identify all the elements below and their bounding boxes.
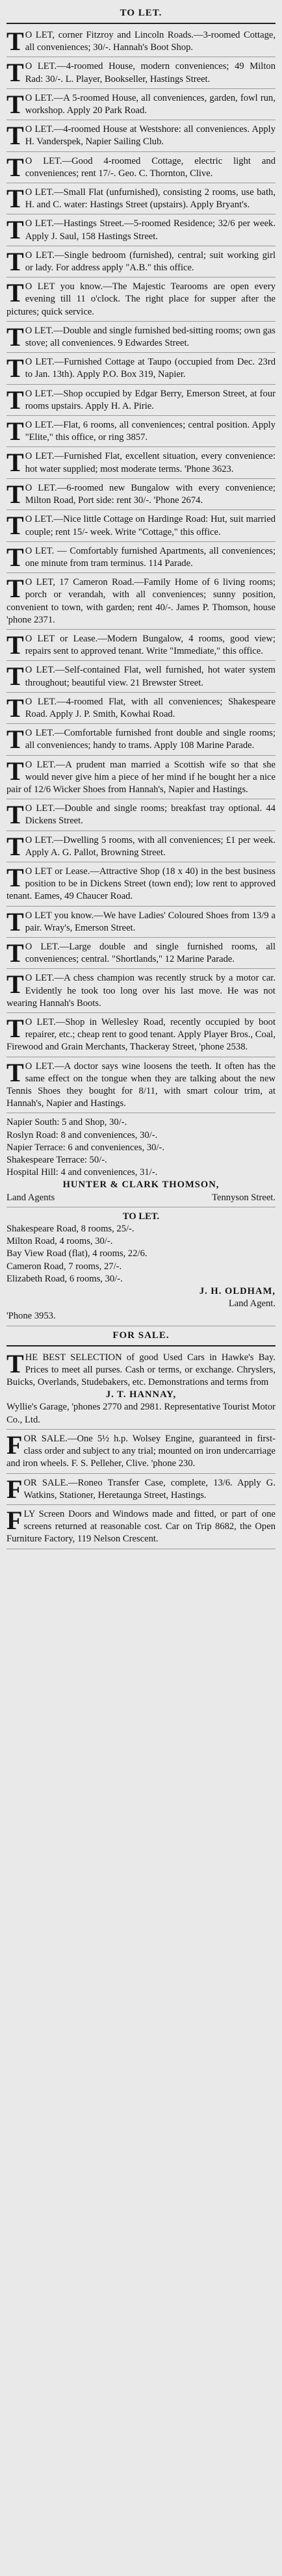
agent-role: Land Agents bbox=[6, 1192, 55, 1203]
classified-ad: TO LET. — Comfortably furnished Apartments, all conveniences; one minute from tram terminus. 114 Parade. bbox=[6, 544, 276, 573]
classified-ad: FLY Screen Doors and Windows made and fitted, or part of one screens returned at reasonable cost. Car on Trip 8682, the Open Furniture Factory, 119 Nelson Crescent. bbox=[6, 1507, 276, 1549]
hannay-footer: Wyllie's Garage, 'phones 2770 and 2981. Representative Tourist Motor Co., Ltd. bbox=[6, 1402, 276, 1425]
listing-line: Shakespeare Terrace: 50/-. bbox=[6, 1155, 107, 1166]
classified-ad: TO LET.—Double and single rooms; breakfast tray optional. 44 Dickens Street. bbox=[6, 801, 276, 831]
classified-ad: TO LET.—A prudent man married a Scottish wife so that she would never give him a piece of her mind if he bought her a nice pair of 12/6 Wicker Shoes from Hannah's, Napier and Hastings. bbox=[6, 758, 276, 800]
agent-line bbox=[6, 1192, 276, 1204]
classified-ad: TO LET.—A 5-roomed House, all conveniences, garden, fowl run, workshop. Apply 20 Park Road. bbox=[6, 91, 276, 120]
classified-ad: TO LET you know.—We have Ladies' Coloured Shoes from 13/9 a pair. Wray's, Emerson Street. bbox=[6, 908, 276, 938]
classified-ad: TO LET.—A chess champion was recently struck by a motor car. Evidently he took too long over his last move. He was not wearing Hannah's Boots. bbox=[6, 971, 276, 1013]
classified-ad: TO LET.—4-roomed House at Westshore: all conveniences. Apply H. Vanderspek, Napier Sailing Club. bbox=[6, 122, 276, 151]
hannay-ad bbox=[6, 1350, 276, 1430]
oldham-listing bbox=[6, 1209, 276, 1326]
classified-ad: TO LET.—Shop occupied by Edgar Berry, Emerson Street, at four rooms upstairs. Apply H. A. Pirie. bbox=[6, 387, 276, 416]
classified-ad: TO LET.—Small Flat (unfurnished), consisting 2 rooms, use bath, H. and C. water: Hastings Street (upstairs). Apply Bryant's. bbox=[6, 185, 276, 214]
listing-line: Elizabeth Road, 6 rooms, 30/-. bbox=[6, 1273, 123, 1284]
classified-ad: FOR SALE.—Roneo Transfer Case, complete, 13/6. Apply G. Watkins, Stationer, Heretaunga Street, Hastings. bbox=[6, 1476, 276, 1505]
agent-role: Land Agent. bbox=[228, 1298, 276, 1309]
agent-address: Tennyson Street. bbox=[212, 1192, 276, 1203]
hunter-clark-listing bbox=[6, 1115, 276, 1207]
agent-phone: 'Phone 3953. bbox=[6, 1311, 56, 1322]
listing-line: Napier South: 5 and Shop, 30/-. bbox=[6, 1117, 127, 1128]
classified-ad: TO LET.—Large double and single furnished rooms, all conveniences; central. "Shortlands," 12 Marine Parade. bbox=[6, 940, 276, 969]
classified-ad: TO LET.—Furnished Flat, excellent situation, every convenience: hot water supplied; most moderate terms. 'Phone 3623. bbox=[6, 449, 276, 478]
listing-line: Milton Road, 4 rooms, 30/-. bbox=[6, 1236, 113, 1247]
listing-line: Cameron Road, 7 rooms, 27/-. bbox=[6, 1261, 122, 1272]
listing-line: Roslyn Road: 8 and conveniences, 30/-. bbox=[6, 1129, 158, 1140]
classified-ad: TO LET.—Double and single furnished bed-sitting rooms; own gas stove; all conveniences. 9 Edwardes Street. bbox=[6, 324, 276, 353]
classified-ad: TO LET or Lease.—Modern Bungalow, 4 rooms, good view; repairs sent to approved tenant. Write "Immediate," this office. bbox=[6, 632, 276, 661]
classified-ad: TO LET.—Nice little Cottage on Hardinge Road: Hut, suit married couple; rent 15/- week. Write "Cottage," this office. bbox=[6, 512, 276, 541]
classified-ad: TO LET.—Single bedroom (furnished), central; suit working girl or lady. For address apply "A.B." this office. bbox=[6, 248, 276, 277]
classified-ad: TO LET.—Dwelling 5 rooms, with all conveniences; £1 per week. Apply A. G. Pallot, Browning Street. bbox=[6, 833, 276, 862]
classified-ad: TO LET.—A doctor says wine loosens the teeth. It often has the same effect on the tongue when they are talking about the new Tennis Shoes they bought for 8/11, with smart colour trim, at Hannah's, Napier and Hastings. bbox=[6, 1059, 276, 1114]
section-divider bbox=[6, 23, 276, 24]
oldham-heading: TO LET. bbox=[122, 1211, 160, 1222]
classified-ad: TO LET.—6-roomed new Bungalow with every convenience; Milton Road, Port side: rent 30/-. 'Phone 2674. bbox=[6, 481, 276, 510]
hannay-text: THE BEST SELECTION of good Used Cars in Hawke's Bay. Prices to meet all purses. Cash or terms, or exchange. Chryslers, Buicks, Overlands, Studebakers, etc. Demonstrations and terms from bbox=[6, 1348, 276, 1388]
listing-line: Bay View Road (flat), 4 rooms, 22/6. bbox=[6, 1248, 147, 1259]
classified-ad: TO LET, 17 Cameron Road.—Family Home of 6 living rooms; porch or verandah, with all conveniences; sunny position, convenient to town, with garden; rent 40/-. James P. Thomson, house 'phone 2371. bbox=[6, 575, 276, 630]
classified-ad: TO LET you know.—The Majestic Tearooms are open every evening till 11 o'clock. The right place for supper after the pictures; quick service. bbox=[6, 279, 276, 322]
agent-name: J. T. HANNAY, bbox=[105, 1389, 177, 1400]
classified-ad: TO LET or Lease.—Attractive Shop (18 x 40) in the best business position to be in Dickens Street (town end); low rent to approved tenant. Eames, 49 Chaucer Road. bbox=[6, 864, 276, 907]
classified-ad: TO LET.—Self-contained Flat, well furnished, hot water system throughout; beautiful view. 21 Brewster Street. bbox=[6, 663, 276, 692]
listing-line: Hospital Hill: 4 and conveniences, 31/-. bbox=[6, 1167, 158, 1178]
classified-ad: TO LET.—Flat, 6 rooms, all conveniences; central position. Apply "Elite," this office, or ring 3857. bbox=[6, 418, 276, 447]
agent-name: J. H. OLDHAM, bbox=[199, 1286, 276, 1297]
to-let-heading: TO LET. bbox=[120, 8, 162, 18]
for-sale-heading: FOR SALE. bbox=[112, 1330, 170, 1341]
for-sale-ads bbox=[6, 1432, 276, 1549]
classified-ad: TO LET.—4-roomed House, modern conveniences; 49 Milton Rad: 30/-. L. Player, Bookseller, Hastings Street. bbox=[6, 59, 276, 88]
classified-ad: TO LET.—Hastings Street.—5-roomed Residence; 32/6 per week. Apply J. Saul, 158 Hastings Street. bbox=[6, 216, 276, 246]
classified-ad: TO LET.—Good 4-roomed Cottage, electric light and conveniences; rent 17/-. Geo. C. Thornton, Clive. bbox=[6, 154, 276, 183]
listing-line: Shakespeare Road, 8 rooms, 25/-. bbox=[6, 1224, 135, 1235]
agent-name: HUNTER & CLARK THOMSON, bbox=[62, 1179, 220, 1191]
listing-line: Napier Terrace: 6 and conveniences, 30/-. bbox=[6, 1142, 165, 1153]
classified-ad: TO LET.—Furnished Cottage at Taupo (occupied from Dec. 23rd to Jan. 13th). Apply P.O. Box 319, Napier. bbox=[6, 355, 276, 384]
classified-ad: TO LET.—Shop in Wellesley Road, recently occupied by boot repairer, etc.; cheap rent to good tenant. Apply Player Bros., Coal, Firewood and Grain Merchants, Thackeray Street, 'phone 2538. bbox=[6, 1015, 276, 1057]
classified-ad: TO LET.—4-roomed Flat, with all conveniences; Shakespeare Road. Apply J. P. Smith, Kowhai Road. bbox=[6, 695, 276, 724]
to-let-ads bbox=[6, 28, 276, 1113]
classified-ad: TO LET.—Comfortable furnished front double and single rooms; all conveniences; handy to trams. Apply 108 Marine Parade. bbox=[6, 726, 276, 755]
classified-ad: FOR SALE.—One 5½ h.p. Wolsey Engine, guaranteed in first-class order and subject to any trial; mounted on iron undercarriage and iron wheels. F. S. Pelleher, Clive. 'phone 230. bbox=[6, 1432, 276, 1474]
classified-ad: TO LET, corner Fitzroy and Lincoln Roads.—3-roomed Cottage, all conveniences; 30/-. Hannah's Boot Shop. bbox=[6, 28, 276, 57]
section-divider bbox=[6, 1345, 276, 1346]
